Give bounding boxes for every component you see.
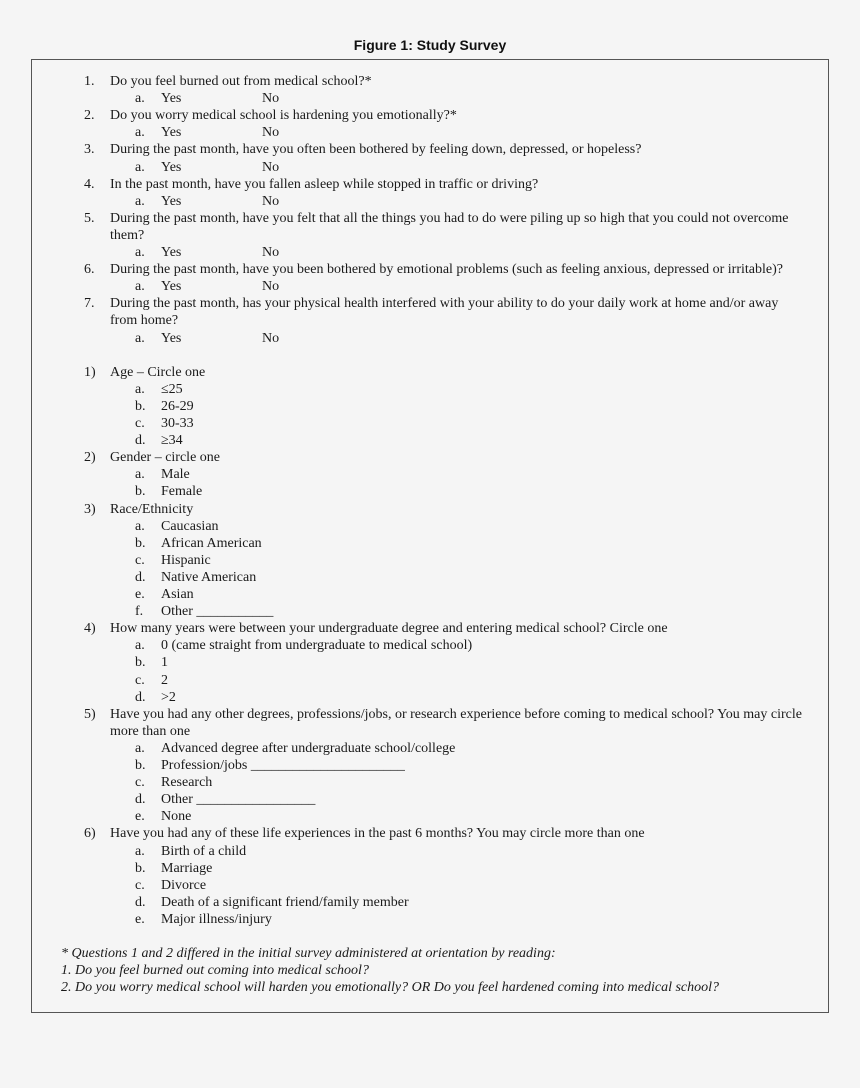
demographic-question-continued: more than one xyxy=(110,723,191,739)
option-text: Major illness/injury xyxy=(161,911,272,927)
option-letter: d. xyxy=(135,689,146,705)
option-letter: c. xyxy=(135,877,145,893)
demographic-number: 6) xyxy=(84,826,96,842)
question-text: Do you worry medical school is hardening you emotionally?* xyxy=(110,108,457,124)
option-text: ≥34 xyxy=(161,433,183,449)
option-letter: b. xyxy=(135,758,146,773)
question-text-continued: from home? xyxy=(110,313,179,329)
option-yes: Yes xyxy=(161,245,182,260)
question-number: 4. xyxy=(84,176,95,192)
question-text: Do you feel burned out from medical school?* xyxy=(110,74,372,89)
option-text: Male xyxy=(161,467,190,483)
demographic-number: 1) xyxy=(84,364,96,380)
option-no: No xyxy=(262,91,280,107)
option-yes: Yes xyxy=(161,330,182,346)
demographic-question: Gender – circle one xyxy=(110,450,220,466)
option-text: Asian xyxy=(161,587,194,602)
demographic-question: How many years were between your undergraduate degree and entering medical school? Circle one xyxy=(110,621,668,637)
question-text: During the past month, have you been bothered by emotional problems (such as feeling anxious, depressed or irritable)? xyxy=(110,262,783,278)
demographic-number: 3) xyxy=(84,501,96,517)
option-letter: b. xyxy=(135,484,146,500)
demographic-number: 2) xyxy=(84,450,96,466)
option-text: 0 (came straight from undergraduate to medical school) xyxy=(161,638,473,654)
option-text: Other _________________ xyxy=(161,792,316,808)
question-text: During the past month, has your physical health interfered with your ability to do your daily work at home and/or away xyxy=(110,296,779,312)
option-letter: a. xyxy=(135,193,145,209)
question-number: 7. xyxy=(84,296,95,312)
option-yes: Yes xyxy=(161,91,182,107)
option-no: No xyxy=(262,193,280,209)
question-text-continued: them? xyxy=(110,227,145,243)
option-letter: a. xyxy=(135,740,145,756)
option-text: Female xyxy=(161,484,203,500)
option-text: Death of a significant friend/family member xyxy=(161,894,409,910)
option-text: Birth of a child xyxy=(161,843,247,859)
option-letter: b. xyxy=(135,860,146,876)
option-letter: a. xyxy=(135,159,145,175)
question-number: 2. xyxy=(84,108,95,124)
option-text: Other ___________ xyxy=(161,604,274,620)
demographic-question: Age – Circle one xyxy=(110,364,206,380)
footnote-line: 1. Do you feel burned out coming into medical school? xyxy=(61,963,369,979)
question-text: In the past month, have you fallen asleep while stopped in traffic or driving? xyxy=(110,176,539,192)
option-text: African American xyxy=(161,535,262,551)
option-text: ≤25 xyxy=(161,381,183,397)
option-letter: a. xyxy=(135,843,145,859)
demographic-number: 4) xyxy=(84,621,96,637)
option-no: No xyxy=(262,125,280,141)
option-letter: f. xyxy=(135,604,144,620)
option-letter: e. xyxy=(135,587,145,602)
option-no: No xyxy=(262,245,280,260)
option-text: 1 xyxy=(161,655,168,671)
option-text: Native American xyxy=(161,569,257,585)
footnote-line: * Questions 1 and 2 differed in the initial survey administered at orientation by reading: xyxy=(61,946,556,962)
option-letter: d. xyxy=(135,433,146,449)
option-letter: d. xyxy=(135,894,146,910)
option-letter: a. xyxy=(135,518,145,534)
option-letter: e. xyxy=(135,809,145,825)
option-yes: Yes xyxy=(161,125,182,141)
option-letter: c. xyxy=(135,552,145,568)
option-text: Profession/jobs ______________________ xyxy=(161,758,405,773)
option-text: Advanced degree after undergraduate school/college xyxy=(161,740,456,756)
figure-title: Figure 1: Study Survey xyxy=(353,37,507,53)
option-no: No xyxy=(262,159,280,175)
option-no: No xyxy=(262,330,280,346)
option-letter: a. xyxy=(135,638,145,654)
survey-box xyxy=(31,59,829,1013)
option-text: Hispanic xyxy=(161,552,211,568)
option-text: None xyxy=(161,809,192,825)
option-text: 26-29 xyxy=(161,398,194,414)
option-text: Marriage xyxy=(161,860,213,876)
demographic-question: Have you had any other degrees, professions/jobs, or research experience before coming to medical school? You may circle xyxy=(110,706,802,722)
option-yes: Yes xyxy=(161,193,182,209)
option-letter: b. xyxy=(135,655,146,671)
footnote-line: 2. Do you worry medical school will harden you emotionally? OR Do you feel hardened coming into medical school? xyxy=(61,980,720,996)
option-letter: a. xyxy=(135,467,145,483)
demographic-number: 5) xyxy=(84,706,96,722)
question-number: 1. xyxy=(84,74,95,89)
option-yes: Yes xyxy=(161,279,182,295)
option-letter: b. xyxy=(135,398,146,414)
option-no: No xyxy=(262,279,280,295)
demographic-question: Have you had any of these life experiences in the past 6 months? You may circle more than one xyxy=(110,826,645,842)
option-text: 30-33 xyxy=(161,416,194,431)
demographic-question: Race/Ethnicity xyxy=(110,501,194,517)
option-text: >2 xyxy=(161,689,176,705)
question-number: 5. xyxy=(84,210,95,226)
option-letter: d. xyxy=(135,792,146,808)
question-text: During the past month, have you often been bothered by feeling down, depressed, or hopeless? xyxy=(110,142,642,158)
option-letter: b. xyxy=(135,535,146,551)
option-letter: c. xyxy=(135,775,145,791)
option-letter: d. xyxy=(135,569,146,585)
question-text: During the past month, have you felt that all the things you had to do were piling up so high that you could not overcome xyxy=(110,210,789,226)
option-text: Research xyxy=(161,775,213,791)
option-text: Caucasian xyxy=(161,518,219,534)
option-letter: a. xyxy=(135,381,145,397)
option-yes: Yes xyxy=(161,159,182,175)
option-letter: c. xyxy=(135,672,145,688)
option-text: 2 xyxy=(161,672,168,688)
option-letter: a. xyxy=(135,245,145,260)
option-letter: a. xyxy=(135,91,145,107)
option-letter: c. xyxy=(135,416,145,431)
option-letter: a. xyxy=(135,330,145,346)
option-letter: a. xyxy=(135,125,145,141)
option-letter: a. xyxy=(135,279,145,295)
option-text: Divorce xyxy=(161,877,207,893)
question-number: 6. xyxy=(84,262,95,278)
option-letter: e. xyxy=(135,911,145,927)
question-number: 3. xyxy=(84,142,95,158)
